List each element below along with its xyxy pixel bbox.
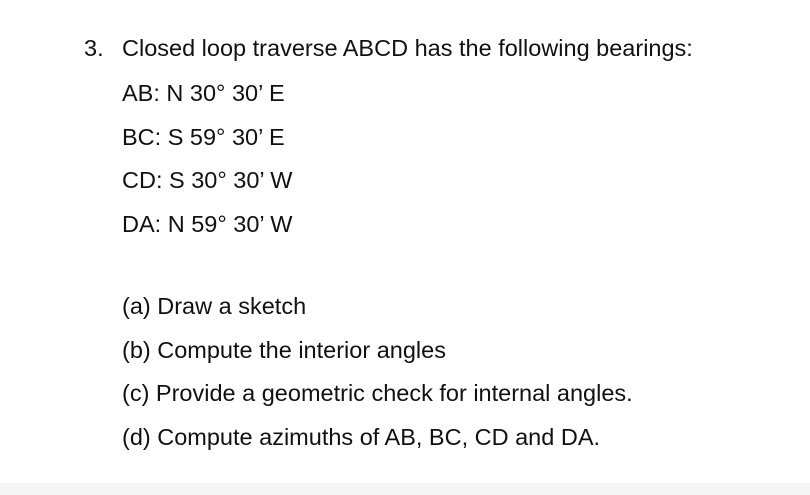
task-d: (d) Compute azimuths of AB, BC, CD and DA. xyxy=(122,423,601,450)
bearing-bc: BC: S 59° 30’ E xyxy=(122,123,285,150)
page-bottom-edge xyxy=(0,483,810,495)
task-b: (b) Compute the interior angles xyxy=(122,336,446,363)
bearing-cd: CD: S 30° 30’ W xyxy=(122,167,293,193)
question-prompt: Closed loop traverse ABCD has the following bearings: xyxy=(122,35,693,61)
question-number: 3. xyxy=(84,35,104,61)
bearing-da: DA: N 59° 30’ W xyxy=(122,210,293,237)
task-a: (a) Draw a sketch xyxy=(122,293,307,319)
bearing-ab: AB: N 30° 30’ E xyxy=(122,80,285,106)
task-c: (c) Provide a geometric check for internal angles. xyxy=(122,380,633,406)
tasks-list xyxy=(122,285,633,459)
question-heading xyxy=(84,28,693,68)
bearings-list xyxy=(122,72,292,246)
